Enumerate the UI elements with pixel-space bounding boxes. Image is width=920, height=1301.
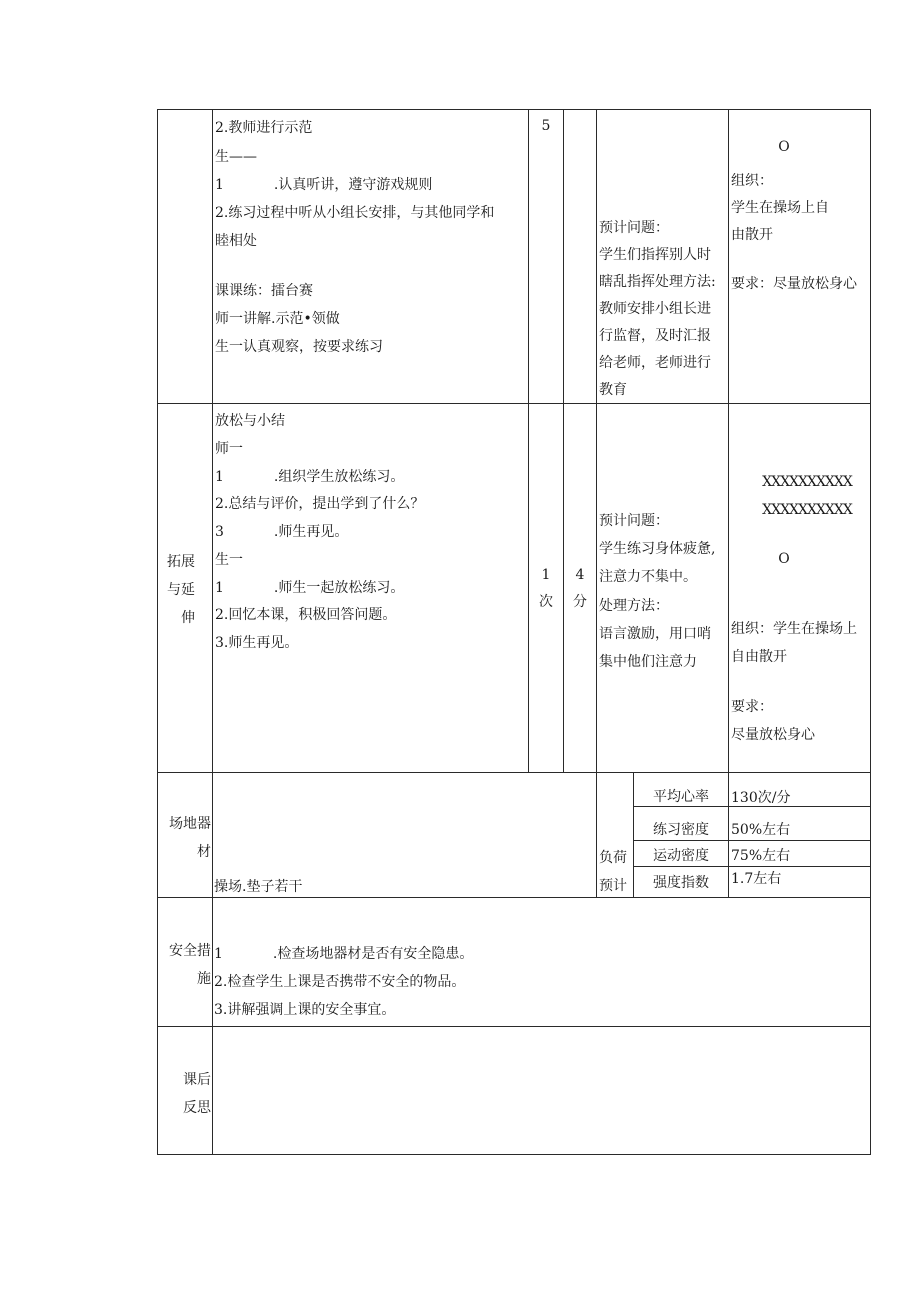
section-label: 安全措	[169, 943, 211, 959]
metric-label: 运动密度	[653, 848, 709, 864]
issue-line: 预计问题：	[599, 220, 669, 236]
issue-line: 瞎乱指挥处理方法:	[599, 274, 716, 290]
load-label: 预计	[599, 878, 627, 894]
student-item: 1 .师生一起放松练习。	[215, 580, 405, 596]
org-requirement-label: 要求：	[731, 699, 773, 715]
practice-duration-unit: 分	[573, 594, 587, 610]
teacher-position-mark: O	[778, 551, 790, 567]
metric-label: 练习密度	[653, 822, 709, 838]
column-divider	[528, 109, 529, 773]
venue-equipment: 操场.垫子若干	[214, 879, 303, 895]
teacher-item: 2.总结与评价，提出学到了什么？	[215, 496, 425, 512]
issue-line: 行监督，及时汇报	[599, 328, 711, 344]
metric-divider	[633, 866, 871, 867]
practice-times: 5	[541, 118, 551, 134]
column-divider	[596, 109, 597, 898]
student-item: 2.回忆本课，积极回答问题。	[215, 607, 397, 623]
column-divider	[728, 109, 729, 898]
issue-line: 注意力不集中。	[599, 569, 697, 585]
org-text: 学生在操场上自	[731, 200, 829, 216]
teacher-position-mark: O	[778, 139, 790, 155]
issue-line: 处理方法：	[599, 598, 669, 614]
metric-label: 强度指数	[653, 875, 709, 891]
section-label: 材	[197, 844, 211, 860]
reflection-field[interactable]	[213, 1027, 870, 1154]
issue-line: 教育	[599, 382, 627, 398]
student-item-continued: 睦相处	[215, 233, 257, 249]
student-heading: 生——	[215, 149, 257, 165]
practice-duration: 4	[575, 567, 585, 583]
safety-item: 2.检查学生上课是否携带不安全的物品。	[214, 974, 466, 990]
metric-divider	[633, 840, 871, 841]
issue-line: 学生们指挥别人时	[599, 247, 711, 263]
metric-value: 130次/分	[731, 790, 791, 806]
org-label: 组织：	[731, 173, 773, 189]
drill-student: 生一认真观察，按要求练习	[215, 339, 383, 355]
metric-value: 50%左右	[731, 822, 791, 838]
teacher-heading: 师一	[215, 441, 243, 457]
row-divider	[157, 403, 871, 404]
table-border-left	[157, 109, 158, 1155]
issue-line: 学生练习身体疲惫,	[599, 541, 716, 557]
row-divider	[157, 772, 871, 773]
section-label: 拓展	[167, 554, 195, 570]
activity-title: 放松与小结	[215, 413, 285, 429]
section-label: 伸	[181, 610, 195, 626]
table-border-bottom	[157, 1154, 871, 1155]
student-item: 3.师生再见。	[215, 635, 299, 651]
teacher-item: 3 .师生再见。	[215, 524, 349, 540]
teacher-item: 1 .组织学生放松练习。	[215, 469, 405, 485]
table-border-top	[157, 109, 871, 110]
org-text: 自由散开	[731, 649, 787, 665]
formation-row: XXXXXXXXXX	[762, 502, 852, 518]
student-item: 2.练习过程中听从小组长安排，与其他同学和	[215, 205, 495, 221]
section-label: 反思	[183, 1100, 211, 1116]
teacher-step: 2.教师进行示范	[215, 120, 313, 136]
section-label: 场地器	[169, 816, 211, 832]
issue-line: 语言激励，用口哨	[599, 626, 711, 642]
issue-line: 教师安排小组长进	[599, 301, 711, 317]
metric-label: 平均心率	[653, 789, 709, 805]
table-border-right	[870, 109, 871, 1155]
metric-value: 75%左右	[731, 848, 791, 864]
issue-line: 集中他们注意力	[599, 654, 697, 670]
practice-times-unit: 次	[539, 594, 553, 610]
safety-item: 1 .检查场地器材是否有安全隐患。	[214, 946, 474, 962]
column-divider	[563, 109, 564, 773]
org-requirement: 要求：尽量放松身心	[731, 276, 857, 292]
issue-line: 预计问题：	[599, 513, 669, 529]
drill-title: 课课练：擂台赛	[215, 283, 313, 299]
section-label: 与延	[167, 582, 195, 598]
load-label: 负荷	[599, 850, 627, 866]
column-divider	[212, 109, 213, 1155]
formation-row: XXXXXXXXXX	[762, 474, 852, 490]
practice-times: 1	[541, 567, 551, 583]
student-item: 1 .认真听讲，遵守游戏规则	[215, 177, 433, 193]
section-label: 施	[197, 971, 211, 987]
safety-item: 3.讲解强调上课的安全事宜。	[214, 1002, 396, 1018]
student-heading: 生一	[215, 552, 243, 568]
org-requirement: 尽量放松身心	[731, 727, 815, 743]
issue-line: 给老师，老师进行	[599, 355, 711, 371]
section-label: 课后	[183, 1072, 211, 1088]
row-divider	[157, 897, 871, 898]
drill-teacher: 师一讲解.示范•领做	[215, 311, 340, 327]
org-label: 组织：学生在操场上	[731, 621, 857, 637]
org-text: 由散开	[731, 227, 773, 243]
metric-value: 1.7左右	[731, 871, 782, 887]
